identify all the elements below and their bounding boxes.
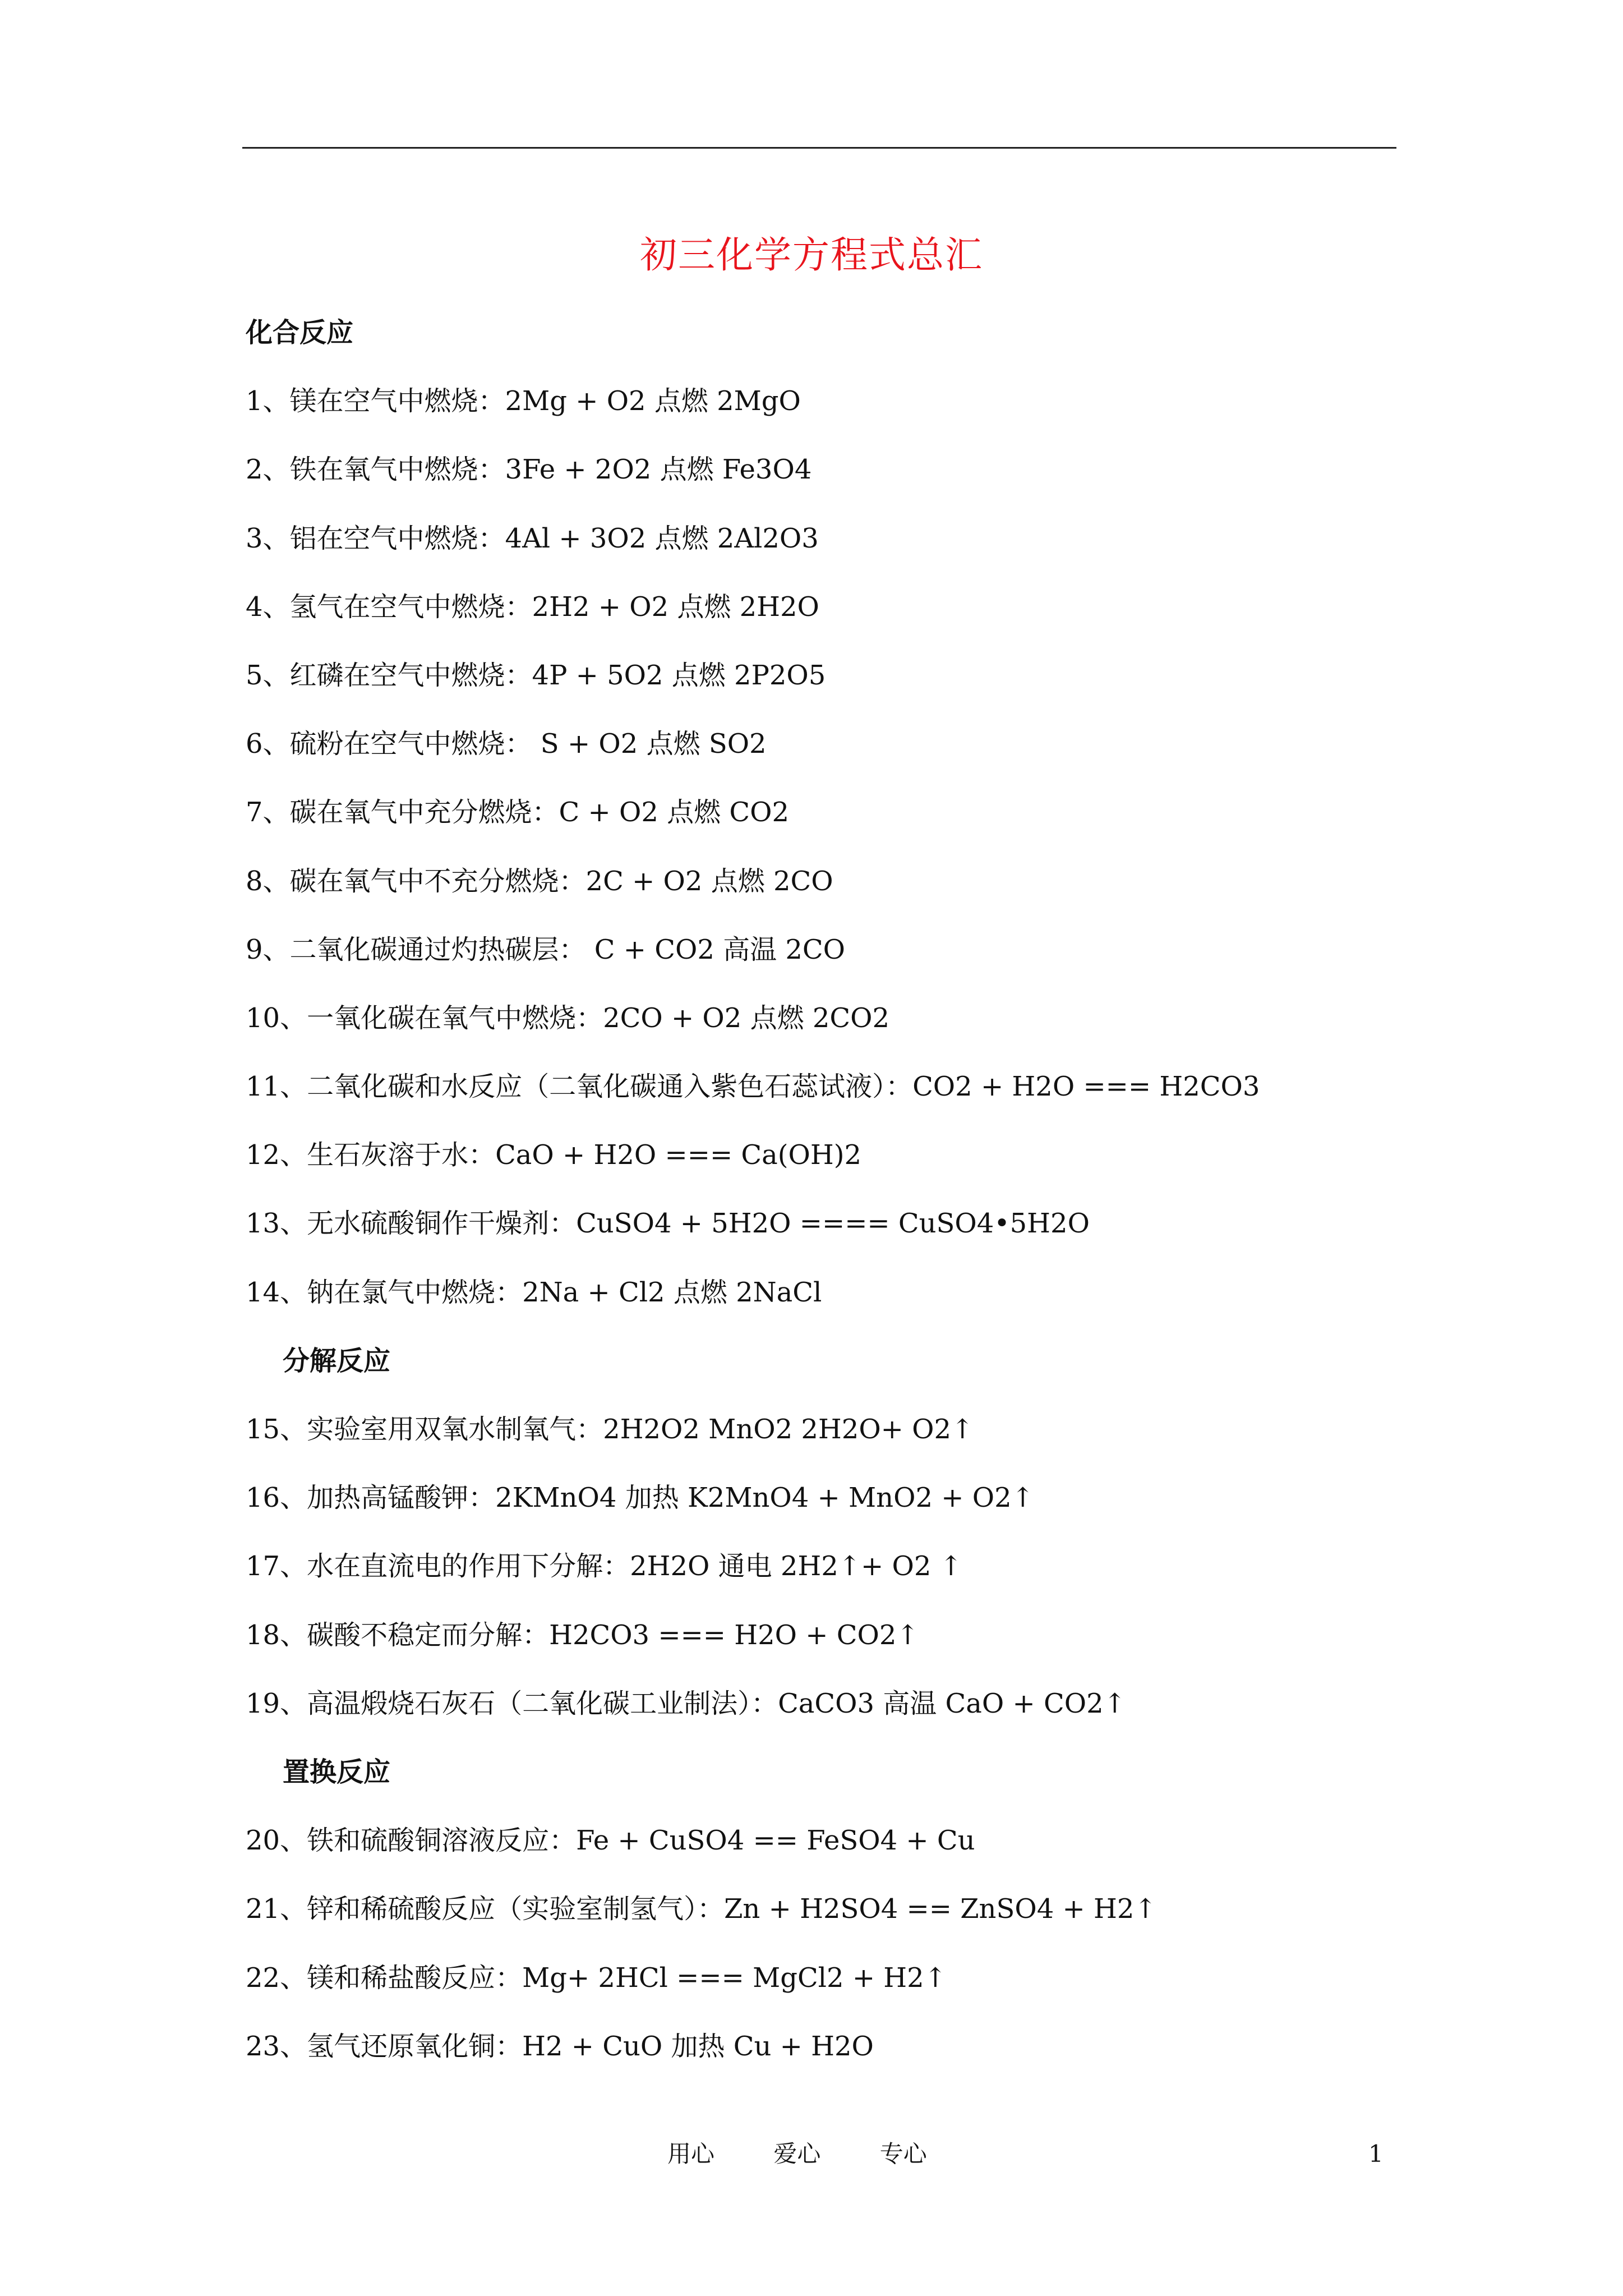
footer-motto-item: 爱心 [773, 2140, 821, 2168]
equation-line: 15、实验室用双氧水制氧气：2H2O2 MnO2 2H2O+ O2↑ [246, 1414, 974, 1445]
equation-line: 21、锌和稀硫酸反应（实验室制氢气）：Zn + H2SO4 == ZnSO4 + H2↑ [246, 1893, 1157, 1925]
page-footer [0, 2137, 1623, 2171]
equation-line: 9、二氧化碳通过灼热碳层： C + CO2 高温 2CO [246, 933, 846, 965]
footer-motto [667, 2137, 927, 2171]
equation-line: 18、碳酸不稳定而分解：H2CO3 === H2O + CO2↑ [246, 1619, 919, 1651]
section-heading-combination: 化合反应 [246, 317, 354, 348]
document-title: 初三化学方程式总汇 [640, 233, 983, 277]
equation-line: 23、氢气还原氧化铜：H2 + CuO 加热 Cu + H2O [246, 2030, 874, 2062]
equation-line: 20、铁和硫酸铜溶液反应：Fe + CuSO4 == FeSO4 + Cu [246, 1825, 975, 1857]
equation-line: 4、氢气在空气中燃烧：2H2 + O2 点燃 2H2O [246, 591, 819, 623]
equation-line: 13、无水硫酸铜作干燥剂：CuSO4 + 5H2O ==== CuSO4•5H2O [246, 1208, 1090, 1240]
equation-line: 19、高温煅烧石灰石（二氧化碳工业制法）：CaCO3 高温 CaO + CO2↑ [246, 1687, 1126, 1719]
section-heading-decomposition: 分解反应 [283, 1345, 391, 1377]
equation-line: 17、水在直流电的作用下分解：2H2O 通电 2H2↑+ O2 ↑ [246, 1550, 962, 1582]
equation-line: 22、镁和稀盐酸反应：Mg+ 2HCl === MgCl2 + H2↑ [246, 1962, 947, 1994]
equation-line: 10、一氧化碳在氧气中燃烧：2CO + O2 点燃 2CO2 [246, 1002, 889, 1034]
equation-line: 1、镁在空气中燃烧：2Mg + O2 点燃 2MgO [246, 385, 801, 417]
equation-line: 12、生石灰溶于水：CaO + H2O === Ca(OH)2 [246, 1139, 861, 1171]
equation-line: 8、碳在氧气中不充分燃烧：2C + O2 点燃 2CO [246, 865, 833, 897]
equation-line: 7、碳在氧气中充分燃烧：C + O2 点燃 CO2 [246, 797, 790, 829]
equation-line: 3、铝在空气中燃烧：4Al + 3O2 点燃 2Al2O3 [246, 522, 819, 554]
equation-line: 6、硫粉在空气中燃烧： S + O2 点燃 SO2 [246, 728, 767, 760]
header-rule [242, 147, 1396, 149]
section-heading-displacement: 置换反应 [283, 1756, 391, 1788]
document-body [246, 307, 1423, 2090]
page-number: 1 [1368, 2140, 1384, 2168]
footer-motto-item: 专心 [879, 2140, 927, 2168]
footer-motto-item: 用心 [667, 2140, 715, 2168]
equation-line: 2、铁在氧气中燃烧：3Fe + 2O2 点燃 Fe3O4 [246, 454, 812, 486]
equation-line: 16、加热高锰酸钾：2KMnO4 加热 K2MnO4 + MnO2 + O2↑ [246, 1482, 1034, 1514]
equation-line: 5、红磷在空气中燃烧：4P + 5O2 点燃 2P2O5 [246, 659, 826, 691]
equation-line: 11、二氧化碳和水反应（二氧化碳通入紫色石蕊试液）：CO2 + H2O === H2CO3 [246, 1071, 1260, 1103]
equation-line: 14、钠在氯气中燃烧：2Na + Cl2 点燃 2NaCl [246, 1276, 822, 1308]
